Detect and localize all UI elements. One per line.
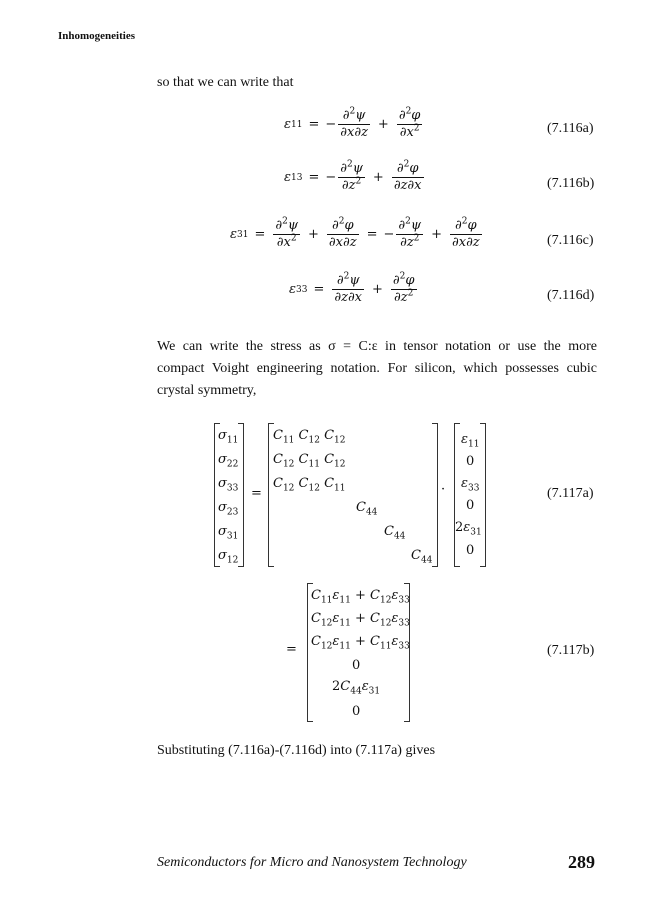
equation-number-7-117b: (7.117b) xyxy=(547,643,595,658)
equation-7-116d: ε 33 = $\frac{\partial^2\psi}{\partial z\partial x}$ + $\frac{\partial^2\varphi}{\partial z^2}$ xyxy=(289,271,415,305)
equation-7-116b: ε 13 = − $\frac{\partial^2\psi}{\partial z^2}$ + $\frac{\partial^2\varphi}{\partial z\partial x}$ xyxy=(284,159,422,193)
matrix-row-6: $C_{44}$ xyxy=(411,548,433,566)
sigma-23: $\sigma_{23}$ xyxy=(218,500,239,518)
equals-sign-2: = xyxy=(286,642,297,657)
matrix-row-3: $C_{12}$ $C_{12}$ $C_{11}$ xyxy=(273,476,346,494)
dot-operator: · xyxy=(441,482,446,497)
sigma-22: $\sigma_{22}$ xyxy=(218,452,239,470)
page-number: 289 xyxy=(568,852,595,872)
sigma-12: $\sigma_{12}$ xyxy=(218,548,239,566)
matrix-row-1: $C_{11}$ $C_{12}$ $C_{12}$ xyxy=(273,428,346,446)
strain-33: $\varepsilon_{33}$ xyxy=(461,476,480,494)
sigma-33: $\sigma_{33}$ xyxy=(218,476,239,494)
equation-number-7-116c: (7.116c) xyxy=(547,233,594,248)
strain-zero-1: 0 xyxy=(466,454,475,469)
strain-11: $\varepsilon_{11}$ xyxy=(461,432,480,450)
result-vector-left-bracket xyxy=(307,583,313,722)
paragraph-line-3: crystal symmetry, xyxy=(157,383,257,398)
paragraph-line-1: We can write the stress as σ = C:ε in tensor notation or use the more xyxy=(157,339,597,354)
closing-text: Substituting (7.116a)-(7.116d) into (7.117a) gives xyxy=(157,743,436,758)
matrix-row-5: $C_{44}$ xyxy=(384,524,406,542)
sigma-31: $\sigma_{31}$ xyxy=(218,524,239,542)
matrix-row-2: $C_{12}$ $C_{11}$ $C_{12}$ xyxy=(273,452,346,470)
result-row-2: $C_{12}\varepsilon_{11} + C_{12}\varepsilon_{33}$ xyxy=(311,611,410,629)
equals-sign: = xyxy=(251,486,262,501)
result-row-4: 0 xyxy=(352,658,361,673)
result-row-1: $C_{11}\varepsilon_{11} + C_{12}\varepsilon_{33}$ xyxy=(311,588,410,606)
equation-number-7-116d: (7.116d) xyxy=(547,288,595,303)
paragraph-line-2: compact Voight engineering notation. For silicon, which possesses cubic xyxy=(157,361,597,376)
equation-number-7-116a: (7.116a) xyxy=(547,121,594,136)
result-row-3: $C_{12}\varepsilon_{11} + C_{11}\varepsilon_{33}$ xyxy=(311,634,410,652)
strain-2-31: $2\varepsilon_{31}$ xyxy=(455,520,482,538)
equation-number-7-117a: (7.117a) xyxy=(547,486,594,501)
result-row-6: 0 xyxy=(352,704,361,719)
strain-zero-2: 0 xyxy=(466,498,475,513)
strain-zero-3: 0 xyxy=(466,543,475,558)
footer-book-title: Semiconductors for Micro and Nanosystem Technology xyxy=(157,855,467,870)
equation-7-116c: ε 31 = $\frac{\partial^2\psi}{\partial x^2}$ + $\frac{\partial^2\varphi}{\partial x\partial z}$ = − $\frac{\partial^2\psi}{\partial z^2}$ + $\frac{\partial^2\varphi}{\partial x\partial z}$ xyxy=(230,216,480,250)
result-row-5: $2C_{44}\varepsilon_{31}$ xyxy=(332,679,381,697)
equation-7-116a: ε 11 = − $\frac{\partial^2\psi}{\partial x\partial z}$ + $\frac{\partial^2\varphi}{\partial x^2}$ xyxy=(284,106,421,140)
equation-number-7-116b: (7.116b) xyxy=(547,176,595,191)
matrix-row-4: $C_{44}$ xyxy=(356,500,378,518)
sigma-11: $\sigma_{11}$ xyxy=(218,428,239,446)
intro-text: so that we can write that xyxy=(157,75,294,90)
running-header: Inhomogeneities xyxy=(58,30,135,42)
